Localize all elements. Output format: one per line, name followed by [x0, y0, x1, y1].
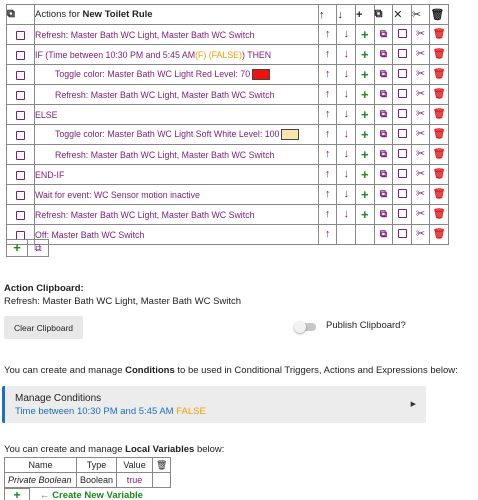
- local-variables-table: [4, 457, 171, 488]
- action-text[interactable]: IF (Time between 10:30 PM and 5:45 AM(F) (FALSE)) THEN: [35, 45, 319, 65]
- header-copy-icon: ⧉: [374, 5, 393, 25]
- row-select-cell: [7, 85, 35, 105]
- copy-action-cell: [374, 145, 393, 165]
- actions-table: [6, 4, 449, 245]
- delete-icon[interactable]: 🗑: [432, 109, 446, 120]
- chevron-right-icon: ▶: [410, 401, 416, 408]
- cut-icon[interactable]: ✂: [416, 228, 426, 240]
- move-down-cell: [337, 105, 356, 125]
- copy-action-cell: [374, 185, 393, 205]
- action-text[interactable]: Off: Master Bath WC Switch: [35, 225, 319, 245]
- cut-cell: [411, 65, 430, 85]
- delete-cell: [430, 165, 449, 185]
- row-select-cell: [7, 165, 35, 185]
- cut-icon[interactable]: ✂: [416, 28, 426, 40]
- delete-cell: [430, 185, 449, 205]
- copy-action-cell: [374, 65, 393, 85]
- toggle-knob: [294, 321, 306, 333]
- copy-action-icon[interactable]: ⧉: [379, 109, 387, 120]
- condition-state: FALSE: [176, 406, 206, 417]
- lv-header-type: Type: [77, 458, 117, 473]
- table-row: [7, 185, 449, 205]
- rule-name: New Toilet Rule: [82, 9, 153, 20]
- copy-action-cell: [374, 85, 393, 105]
- move-up-icon[interactable]: ↑: [324, 48, 331, 60]
- manage-conditions-button[interactable]: [2, 386, 426, 423]
- move-up-cell: [318, 165, 337, 185]
- move-down-icon[interactable]: ↓: [343, 168, 349, 180]
- table-row: [7, 145, 449, 165]
- row-select-cell: [7, 125, 35, 145]
- select-cell: [393, 45, 412, 65]
- cut-icon[interactable]: ✂: [416, 208, 426, 220]
- row-select-cell: [7, 25, 35, 45]
- move-up-cell: [318, 125, 337, 145]
- copy-action-icon[interactable]: ⧉: [379, 209, 387, 220]
- move-up-cell: [318, 25, 337, 45]
- action-text[interactable]: Refresh: Master Bath WC Light, Master Bath WC Switch: [35, 145, 319, 165]
- insert-action-icon[interactable]: +: [361, 207, 369, 222]
- move-up-icon[interactable]: ↑: [324, 128, 331, 140]
- cut-icon[interactable]: ✂: [416, 48, 426, 60]
- add-action-button[interactable]: +: [6, 239, 28, 257]
- insert-action-cell: [356, 65, 375, 85]
- cut-icon[interactable]: ✂: [416, 108, 426, 120]
- move-down-cell: [337, 205, 356, 225]
- delete-icon[interactable]: 🗑: [432, 229, 446, 240]
- delete-icon[interactable]: 🗑: [432, 69, 446, 80]
- row-select-cell: [7, 65, 35, 85]
- copy-action-cell: [374, 45, 393, 65]
- row-checkbox[interactable]: [16, 171, 25, 180]
- conditions-intro: You can create and manage Conditions to be used in Conditional Triggers, Actions and Expressions below:: [4, 365, 458, 376]
- move-up-cell: [318, 65, 337, 85]
- insert-action-cell: [356, 25, 375, 45]
- move-up-cell: [318, 225, 337, 245]
- header-close-icon[interactable]: ✕: [393, 5, 412, 25]
- action-text[interactable]: Wait for event: WC Sensor motion inactive: [35, 185, 319, 205]
- delete-cell: [430, 225, 449, 245]
- cut-cell: [411, 145, 430, 165]
- delete-icon[interactable]: 🗑: [432, 29, 446, 40]
- delete-cell: [430, 85, 449, 105]
- table-row: [7, 205, 449, 225]
- action-text[interactable]: Refresh: Master Bath WC Light, Master Bath WC Switch: [35, 25, 319, 45]
- select-cell: [393, 65, 412, 85]
- select-cell: [393, 145, 412, 165]
- select-cell: [393, 165, 412, 185]
- move-down-icon[interactable]: ↓: [343, 88, 349, 100]
- move-down-icon[interactable]: ↓: [343, 28, 349, 40]
- move-down-icon[interactable]: ↓: [343, 68, 349, 80]
- move-down-cell: [337, 165, 356, 185]
- copy-action-icon[interactable]: ⧉: [379, 229, 387, 240]
- action-text[interactable]: Toggle color: Master Bath WC Light Red Level: 70: [35, 65, 319, 85]
- select-action-checkbox[interactable]: [398, 149, 407, 158]
- insert-action-icon[interactable]: +: [361, 127, 369, 142]
- cut-cell: [411, 105, 430, 125]
- copy-action-icon[interactable]: ⧉: [379, 129, 387, 140]
- color-swatch: [252, 69, 270, 80]
- move-down-icon[interactable]: ↓: [343, 148, 349, 160]
- copy-action-cell: [374, 225, 393, 245]
- delete-icon[interactable]: 🗑: [432, 49, 446, 60]
- move-down-cell: [337, 185, 356, 205]
- select-action-checkbox[interactable]: [398, 29, 407, 38]
- delete-icon[interactable]: 🗑: [432, 189, 446, 200]
- insert-action-icon[interactable]: +: [361, 47, 369, 62]
- paste-action-button[interactable]: ⧉: [27, 239, 49, 257]
- move-down-cell: [337, 25, 356, 45]
- row-select-cell: [7, 105, 35, 125]
- insert-action-cell: [356, 105, 375, 125]
- select-action-checkbox[interactable]: [398, 189, 407, 198]
- copy-action-icon[interactable]: ⧉: [379, 29, 387, 40]
- select-cell: [393, 85, 412, 105]
- action-text[interactable]: END-IF: [35, 165, 319, 185]
- insert-action-icon[interactable]: +: [361, 187, 369, 202]
- copy-action-icon[interactable]: ⧉: [379, 189, 387, 200]
- select-cell: [393, 185, 412, 205]
- cut-icon[interactable]: ✂: [416, 188, 426, 200]
- insert-action-cell: [356, 165, 375, 185]
- color-swatch: [281, 129, 299, 140]
- lv-header-delete-icon: 🗑: [153, 458, 171, 473]
- local-variables-intro: You can create and manage Local Variables below:: [4, 444, 225, 455]
- move-up-icon[interactable]: ↑: [324, 148, 331, 160]
- row-select-cell: [7, 45, 35, 65]
- insert-action-cell: [356, 125, 375, 145]
- delete-cell: [430, 105, 449, 125]
- lv-header-value: Value: [117, 458, 153, 473]
- header-up-icon: ↑: [318, 5, 337, 25]
- manage-conditions-title: Manage Conditions: [15, 393, 102, 404]
- row-select-cell: [7, 205, 35, 225]
- copy-action-icon[interactable]: ⧉: [379, 69, 387, 80]
- insert-action-icon[interactable]: +: [361, 87, 369, 102]
- row-checkbox[interactable]: [16, 111, 25, 120]
- lv-type: Boolean: [77, 473, 117, 488]
- table-row: [7, 165, 449, 185]
- delete-cell: [430, 65, 449, 85]
- move-down-icon[interactable]: ↓: [343, 208, 349, 220]
- move-up-icon[interactable]: ↑: [324, 208, 331, 220]
- move-down-cell: [337, 65, 356, 85]
- select-cell: [393, 125, 412, 145]
- header-delete-icon: 🗑: [430, 5, 449, 25]
- insert-action-cell: [356, 145, 375, 165]
- header-add-icon: +: [356, 5, 375, 25]
- move-up-icon[interactable]: ↑: [324, 188, 331, 200]
- table-row: [7, 225, 449, 245]
- copy-action-icon[interactable]: ⧉: [379, 49, 387, 60]
- delete-icon[interactable]: 🗑: [432, 209, 446, 220]
- lv-name[interactable]: Private Boolean: [5, 473, 77, 488]
- move-down-cell: [337, 45, 356, 65]
- move-down-icon[interactable]: ↓: [343, 128, 349, 140]
- move-down-icon[interactable]: ↓: [343, 108, 349, 120]
- move-up-icon[interactable]: ↑: [324, 108, 331, 120]
- add-variable-button[interactable]: +: [4, 488, 30, 500]
- copy-action-cell: [374, 125, 393, 145]
- copy-action-cell: [374, 205, 393, 225]
- insert-action-cell: [356, 205, 375, 225]
- table-row: [7, 45, 449, 65]
- row-checkbox[interactable]: [16, 91, 25, 100]
- move-up-cell: [318, 185, 337, 205]
- copy-action-icon[interactable]: ⧉: [379, 169, 387, 180]
- insert-action-icon[interactable]: +: [361, 147, 369, 162]
- move-down-cell: [337, 145, 356, 165]
- row-checkbox[interactable]: [16, 51, 25, 60]
- clipboard-label: Action Clipboard:: [4, 283, 84, 294]
- cut-cell: [411, 205, 430, 225]
- table-row: [7, 85, 449, 105]
- move-up-cell: [318, 145, 337, 165]
- cut-icon[interactable]: ✂: [416, 168, 426, 180]
- condition-false-flag: (F) (FALSE): [195, 49, 242, 60]
- select-cell: [393, 205, 412, 225]
- row-checkbox[interactable]: [16, 151, 25, 160]
- select-action-checkbox[interactable]: [398, 229, 407, 238]
- insert-action-icon[interactable]: +: [361, 67, 369, 82]
- select-cell: [393, 105, 412, 125]
- condition-summary: Time between 10:30 PM and 5:45 AM FALSE: [15, 406, 206, 417]
- delete-icon[interactable]: 🗑: [432, 89, 446, 100]
- move-up-icon[interactable]: ↑: [324, 68, 331, 80]
- select-cell: [393, 225, 412, 245]
- cut-cell: [411, 165, 430, 185]
- move-down-cell: [337, 225, 356, 245]
- select-action-checkbox[interactable]: [398, 209, 407, 218]
- table-row: [7, 25, 449, 45]
- delete-icon[interactable]: 🗑: [432, 169, 446, 180]
- cut-icon[interactable]: ✂: [416, 148, 426, 160]
- insert-action-icon[interactable]: +: [361, 27, 369, 42]
- header-down-icon: ↓: [337, 5, 356, 25]
- move-down-cell: [337, 85, 356, 105]
- select-action-checkbox[interactable]: [398, 69, 407, 78]
- table-row: [7, 105, 449, 125]
- action-text[interactable]: ELSE: [35, 105, 319, 125]
- delete-icon[interactable]: 🗑: [432, 129, 446, 140]
- action-text[interactable]: Toggle color: Master Bath WC Light Soft White Level: 100: [35, 125, 319, 145]
- row-checkbox[interactable]: [16, 131, 25, 140]
- delete-cell: [430, 125, 449, 145]
- publish-clipboard-label: Publish Clipboard?: [326, 320, 406, 331]
- cut-cell: [411, 185, 430, 205]
- action-text[interactable]: Refresh: Master Bath WC Light, Master Bath WC Switch: [35, 205, 319, 225]
- move-up-icon[interactable]: ↑: [324, 168, 331, 180]
- table-row: [7, 125, 449, 145]
- move-up-cell: [318, 85, 337, 105]
- move-down-cell: [337, 125, 356, 145]
- cut-cell: [411, 125, 430, 145]
- lv-value[interactable]: true: [117, 473, 153, 488]
- copy-action-cell: [374, 105, 393, 125]
- clipboard-value: Refresh: Master Bath WC Light, Master Bath WC Switch: [4, 296, 242, 307]
- delete-cell: [430, 205, 449, 225]
- move-up-cell: [318, 105, 337, 125]
- row-checkbox[interactable]: [16, 31, 25, 40]
- insert-action-icon[interactable]: +: [361, 107, 369, 122]
- cut-cell: [411, 225, 430, 245]
- select-action-checkbox[interactable]: [398, 89, 407, 98]
- delete-icon[interactable]: 🗑: [432, 149, 446, 160]
- delete-cell: [430, 25, 449, 45]
- insert-action-icon[interactable]: +: [361, 167, 369, 182]
- actions-footer: [6, 239, 48, 257]
- move-up-icon[interactable]: ↑: [324, 228, 331, 240]
- select-action-checkbox[interactable]: [398, 49, 407, 58]
- move-down-icon[interactable]: ↓: [343, 48, 349, 60]
- insert-action-cell: [356, 85, 375, 105]
- clear-clipboard-button[interactable]: Clear Clipboard: [4, 316, 83, 339]
- select-action-checkbox[interactable]: [398, 169, 407, 178]
- move-up-icon[interactable]: ↑: [324, 88, 331, 100]
- select-action-checkbox[interactable]: [398, 129, 407, 138]
- actions-table-title: Actions for New Toilet Rule: [35, 5, 319, 25]
- row-checkbox[interactable]: [16, 191, 25, 200]
- select-cell: [393, 25, 412, 45]
- table-row: [7, 65, 449, 85]
- local-variables-footer: [4, 488, 143, 500]
- delete-cell: [430, 145, 449, 165]
- move-up-cell: [318, 45, 337, 65]
- row-select-cell: [7, 185, 35, 205]
- cut-icon[interactable]: ✂: [416, 68, 426, 80]
- cut-icon[interactable]: ✂: [416, 88, 426, 100]
- insert-action-cell: [356, 225, 375, 245]
- select-all-copy-icon[interactable]: ⧉: [7, 5, 35, 25]
- copy-action-icon[interactable]: ⧉: [379, 89, 387, 100]
- move-down-icon[interactable]: ↓: [343, 188, 349, 200]
- lv-header-name: Name: [5, 458, 77, 473]
- row-checkbox[interactable]: [16, 71, 25, 80]
- publish-clipboard-toggle[interactable]: [296, 323, 316, 331]
- copy-action-icon[interactable]: ⧉: [379, 149, 387, 160]
- copy-action-cell: [374, 25, 393, 45]
- insert-action-cell: [356, 45, 375, 65]
- row-checkbox[interactable]: [16, 211, 25, 220]
- header-cut-icon: ✂: [411, 5, 430, 25]
- select-action-checkbox[interactable]: [398, 109, 407, 118]
- delete-cell: [430, 45, 449, 65]
- table-row[interactable]: [5, 473, 171, 488]
- move-up-icon[interactable]: ↑: [324, 28, 331, 40]
- cut-cell: [411, 45, 430, 65]
- cut-icon[interactable]: ✂: [416, 128, 426, 140]
- insert-action-cell: [356, 185, 375, 205]
- cut-cell: [411, 25, 430, 45]
- cut-cell: [411, 85, 430, 105]
- create-new-variable-link[interactable]: ← Create New Variable: [40, 489, 143, 500]
- move-up-cell: [318, 205, 337, 225]
- action-text[interactable]: Refresh: Master Bath WC Light, Master Bath WC Switch: [35, 85, 319, 105]
- lv-delete-cell: [153, 473, 171, 488]
- row-select-cell: [7, 145, 35, 165]
- copy-action-cell: [374, 165, 393, 185]
